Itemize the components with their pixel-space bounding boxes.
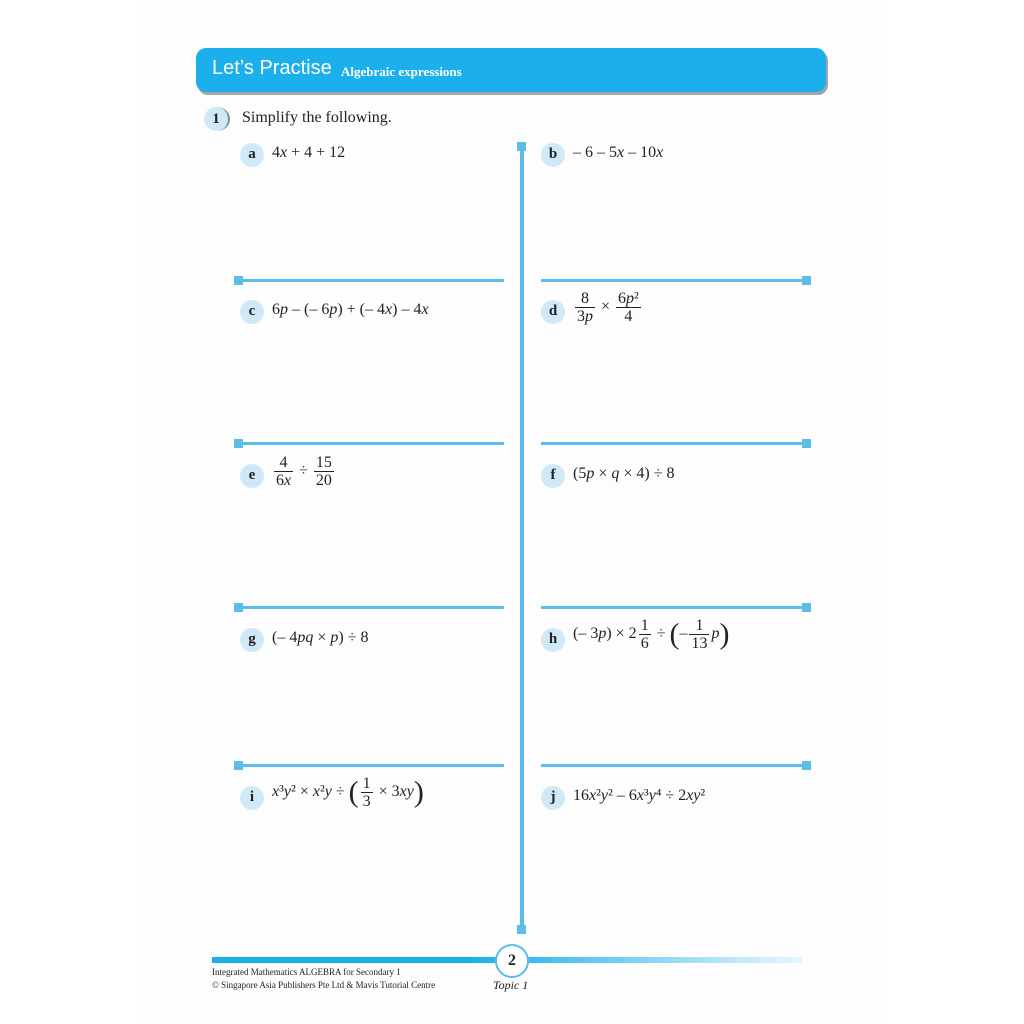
rule-cap (802, 761, 811, 770)
part-label: a (240, 143, 264, 167)
expression: (5p × q × 4) ÷ 8 (573, 465, 675, 482)
part-label: i (240, 786, 264, 810)
row-rule-right (541, 764, 807, 767)
expression: $\frac{8}{3p}$ × $\frac{\text{6p²}}{4}$ (577, 290, 639, 325)
part-label: h (541, 628, 565, 652)
row-rule-left (238, 764, 504, 767)
row-rule-right (541, 442, 807, 445)
expression: (– 3p) × 2 $\frac{1}{6}$ ÷ (– $\frac{1}{13}$ p) (573, 617, 730, 652)
expression: 16x²y² – 6x³y⁴ ÷ 2xy² (573, 787, 706, 804)
column-divider (520, 146, 524, 932)
part-label: j (541, 786, 565, 810)
topic-label: Topic 1 (493, 978, 529, 992)
copyright: © Singapore Asia Publishers Pte Ltd & Mavis Tutorial Centre (212, 980, 436, 990)
expression: (– 4pq × p) ÷ 8 (272, 629, 369, 646)
divider-cap-top (517, 142, 526, 151)
book-title: Integrated Mathematics ALGEBRA for Secondary 1 (212, 967, 401, 977)
rule-cap (234, 603, 243, 612)
part-label: e (240, 464, 264, 488)
row-rule-right (541, 606, 807, 609)
row-rule-right (541, 279, 807, 282)
row-rule-left (238, 606, 504, 609)
rule-cap (234, 439, 243, 448)
row-rule-left (238, 442, 504, 445)
rule-cap (802, 603, 811, 612)
row-rule-left (238, 279, 504, 282)
part-label: g (240, 628, 264, 652)
rule-cap (802, 276, 811, 285)
expression: 4x + 4 + 12 (272, 144, 346, 161)
page-number: 2 (495, 944, 529, 978)
expression: x³y² × x²y ÷ ( $\frac{1}{3}$ × 3xy) (272, 775, 424, 810)
expression: 6p – (– 6p) + (– 4x) – 4x (272, 301, 429, 318)
divider-cap-bottom (517, 925, 526, 934)
section-title: Let’s Practise (212, 57, 332, 79)
question-instruction: Simplify the following. (242, 109, 392, 126)
rule-cap (802, 439, 811, 448)
expression: – 6 – 5x – 10x (573, 144, 664, 161)
rule-cap (234, 276, 243, 285)
part-label: d (541, 300, 565, 324)
section-header (196, 48, 826, 92)
rule-cap (234, 761, 243, 770)
part-label: f (541, 464, 565, 488)
question-number-badge: 1 (204, 107, 230, 131)
part-label: c (240, 300, 264, 324)
section-subtitle: Algebraic expressions (341, 64, 462, 79)
expression: $\frac{4}{6x}$ ÷ $\frac{15}{20}$ (276, 454, 332, 489)
part-label: b (541, 143, 565, 167)
